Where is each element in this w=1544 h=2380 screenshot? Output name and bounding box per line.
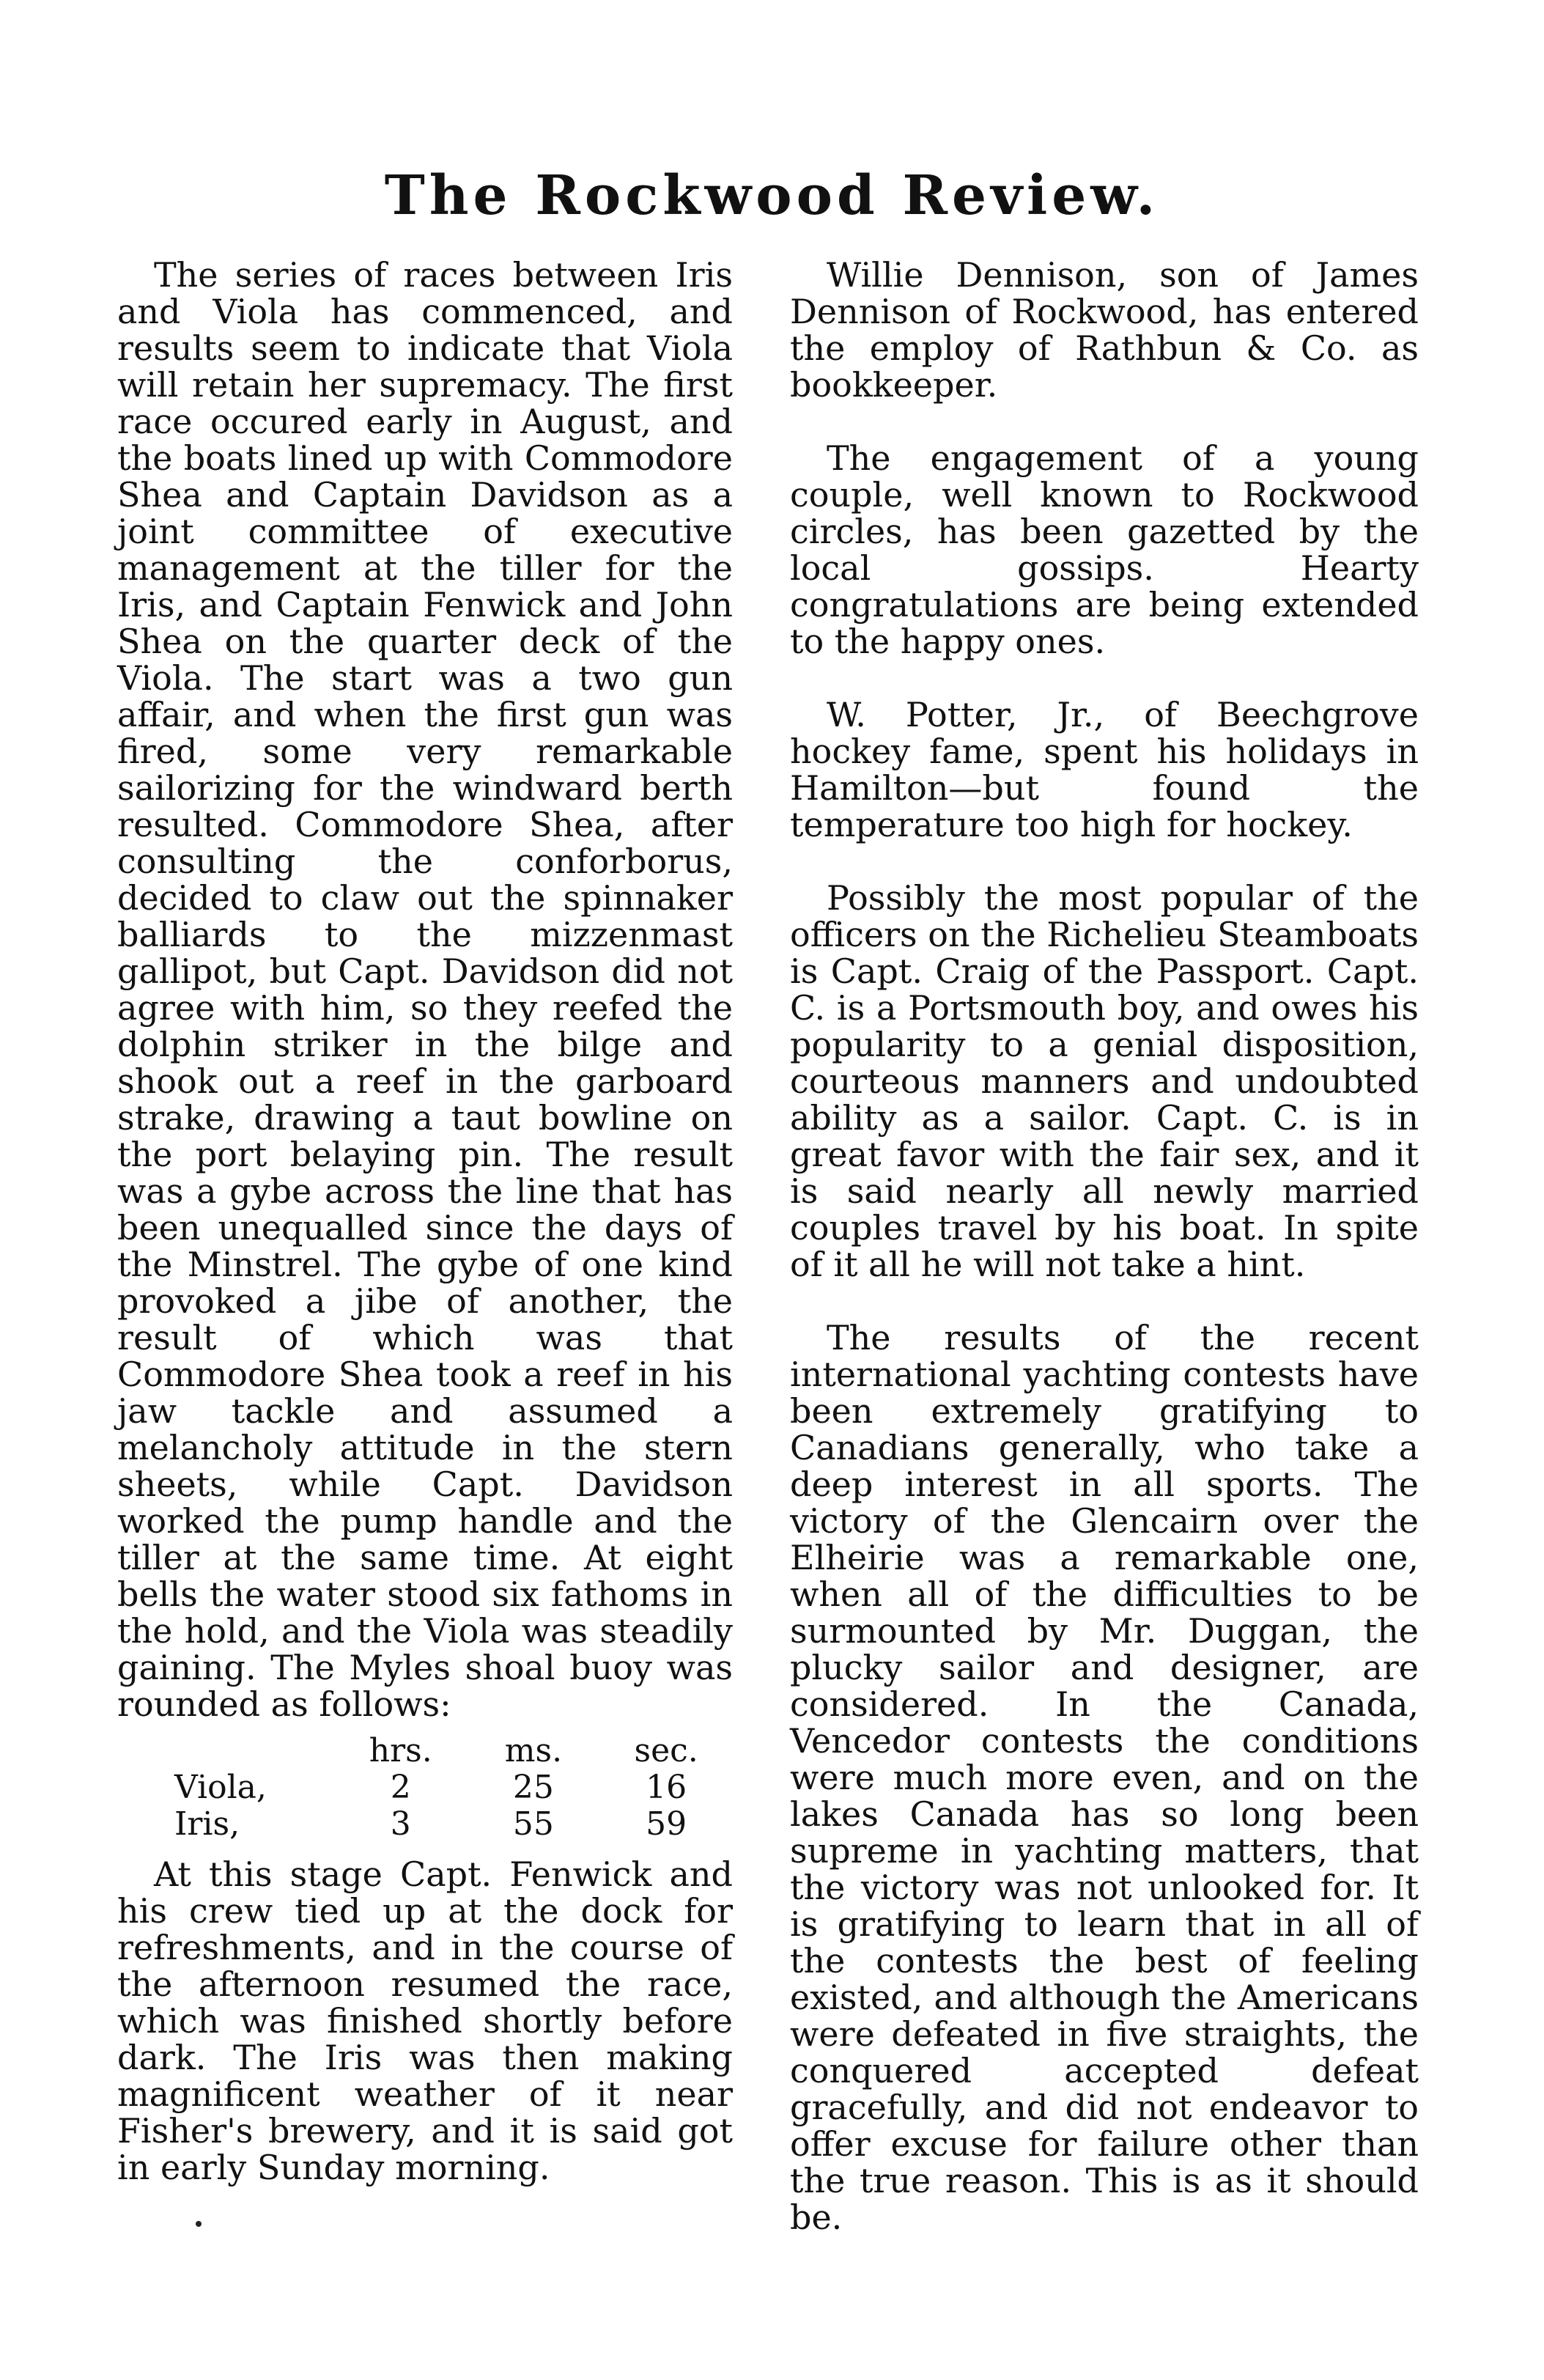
article-dennison: Willie Dennison, son of James Dennison of Rockwood, has entered the employ of Rathbun & Co. as bookkeeper. [790, 255, 1419, 405]
time-ms: 55 [512, 1805, 554, 1843]
time-ms: 25 [512, 1769, 554, 1806]
header-ms: ms. [504, 1732, 563, 1769]
boat-name: Iris, [174, 1805, 240, 1843]
time-hrs: 3 [390, 1805, 411, 1843]
article-capt-craig: Possibly the most popular of the officers on the Richelieu Steamboats is Capt. Craig of the Passport. Capt. C. is a Portsmouth boy, and owes his popularity to a genial disposition, courteous manners and undoubted ability as a sailor. Capt. C. is in great favor with the fair sex, and it is said nearly all newly married couples travel by his boat. In spite of it all he will not take a hint. [790, 878, 1419, 1284]
table-row [169, 1806, 733, 1843]
time-sec: 16 [646, 1769, 687, 1806]
article-yachting: The results of the recent international yachting contests have been extremely gratifying to Canadians generally, who take a deep interest in all sports. The victory of the Glencairn over the Elheirie was a remarkable one, when all of the difficulties to be surmounted by Mr. Duggan, the plucky sailor and designer, are considered. In the Canada, Vencedor contests the conditions were much more even, and on the lakes Canada has so long been supreme in yachting matters, that the victory was not unlooked for. It is gratifying to learn that in all of the contests the best of feeling existed, and although the Americans were defeated in five straights, the conquered accepted defeat gracefully, and did not endeavor to offer excuse for failure other than the true reason. This is as it should be. [790, 1318, 1419, 2237]
right-column [790, 257, 1419, 2272]
boat-name: Viola, [174, 1769, 267, 1806]
time-hrs: 2 [390, 1769, 411, 1806]
left-column [117, 257, 733, 2222]
header-blank [169, 1733, 334, 1769]
race-times-header-row [169, 1733, 733, 1769]
article-potter: W. Potter, Jr., of Beechgrove hockey fame, spent his holidays in Hamilton—but found the temperature too high for hockey. [790, 695, 1419, 844]
masthead-title: The Rockwood Review. [384, 164, 1160, 227]
time-sec: 59 [646, 1805, 687, 1843]
article-regatta-conclusion: At this stage Capt. Fenwick and his crew tied up at the dock for refreshments, and in the course of the afternoon resumed the race, which was finished shortly before dark. The Iris was then making magnificent weather of it near Fisher's brewery, and it is said got in early Sunday morning. [117, 1854, 733, 2187]
race-times-table [169, 1733, 733, 1843]
article-regatta-intro: The series of races between Iris and Viola has commenced, and results seem to indicate that Viola will retain her supremacy. The first race occured early in August, and the boats lined up with Commodore Shea and Captain Davidson as a joint committee of executive management at the tiller for the Iris, and Captain Fenwick and John Shea on the quarter deck of the Viola. The start was a two gun affair, and when the first gun was fired, some very remarkable sailorizing for the windward berth resulted. Commodore Shea, after consulting the conforborus, decided to claw out the spinnaker balliards to the mizzenmast gallipot, but Capt. Davidson did not agree with him, so they reefed the dolphin striker in the bilge and shook out a reef in the garboard strake, drawing a taut bowline on the port belaying pin. The result was a gybe across the line that has been unequalled since the days of the Minstrel. The gybe of one kind provoked a jibe of another, the result of which was that Commodore Shea took a reef in his jaw tackle and assumed a melancholy attitude in the stern sheets, while Capt. Davidson worked the pump handle and the tiller at the same time. At eight bells the water stood six fathoms in the hold, and the Viola was steadily gaining. The Myles shoal buoy was rounded as follows: [117, 255, 733, 1724]
stray-mark [196, 2221, 202, 2227]
table-row [169, 1769, 733, 1806]
header-hrs: hrs. [369, 1732, 432, 1769]
header-sec: sec. [634, 1732, 698, 1769]
article-engagement: The engagement of a young couple, well known to Rockwood circles, has been gazetted by the local gossips. Hearty congratulations are being extended to the happy ones. [790, 438, 1419, 661]
